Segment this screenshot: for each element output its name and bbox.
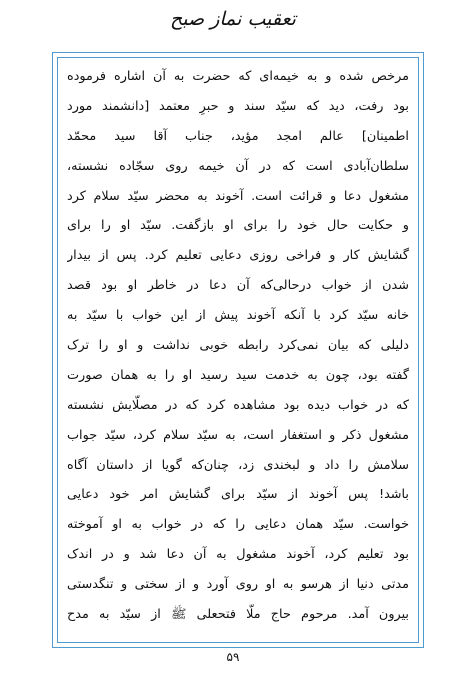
text-line: بود تعلیم کرد، آخوند مشغول به آن دعا شد و در اندک	[67, 547, 409, 563]
text-line: مدتی دنیا از هرسو به او روی آورد و از سختی و تنگدستی	[67, 577, 409, 593]
page-header-title: تعقیب نماز صبح	[170, 8, 296, 30]
text-line: اطمینان] عالم امجد مؤید، جناب آقا سید محمّد	[67, 128, 409, 144]
page-frame-inner	[57, 57, 419, 643]
text-line: خواست. سیّد همان دعایی را که در خواب به او آموخته	[67, 517, 409, 533]
text-line: مشغول دعا و قرائت است. آخوند به محضر سیّد سلام کرد	[67, 188, 409, 204]
text-line: سلطان‌آبادی است که در آن خیمه روی سجّاده نشسته،	[67, 158, 409, 174]
text-line: گفته بود، چون به خدمت سید رسید او را به همان صورت	[67, 367, 409, 383]
text-line: خانه سیّد کرد با آنکه آخوند پیش از این خواب با سیّد به	[67, 308, 409, 324]
text-line: باشد! پس آخوند از سیّد برای گشایش امر خود دعایی	[67, 487, 409, 503]
text-line: مشغول ذکر و استغفار است، به سیّد سلام کرد، سیّد جواب	[67, 427, 409, 443]
text-line: بود رفت، دید که سیّد سند و حبرِ معتمد [دانشمند مورد	[67, 98, 409, 114]
text-line: سلامش را داد و لبخندی زد، چنان‌که گویا از داستان آگاه	[67, 457, 409, 473]
text-line: مرخص شده و به خیمه‌ای که حضرت به آن اشاره فرموده	[67, 69, 409, 84]
body-text	[67, 62, 409, 630]
text-line: گشایش کار و فراخی روزی دعایی تعلیم کرد. پس از بیدار	[67, 248, 409, 264]
page-number: ۵۹	[226, 650, 240, 664]
text-line: و حکایت حال خود را برای او بازگفت. سیّد او را برای	[67, 218, 409, 234]
text-line: بیرون آمد. مرحوم حاج ملّا فتحعلی ﷺ از سیّد به مدح	[67, 607, 409, 623]
text-line: که در خواب دیده بود مشاهده کرد که در مصلّایش نشسته	[67, 397, 409, 413]
text-line: دلیلی که بیان نمی‌کرد رابطه خوبی نداشت و او را ترک	[67, 338, 409, 354]
text-line: شدن از خواب درحالی‌که آن دعا در خاطر او بود قصد	[67, 278, 409, 294]
